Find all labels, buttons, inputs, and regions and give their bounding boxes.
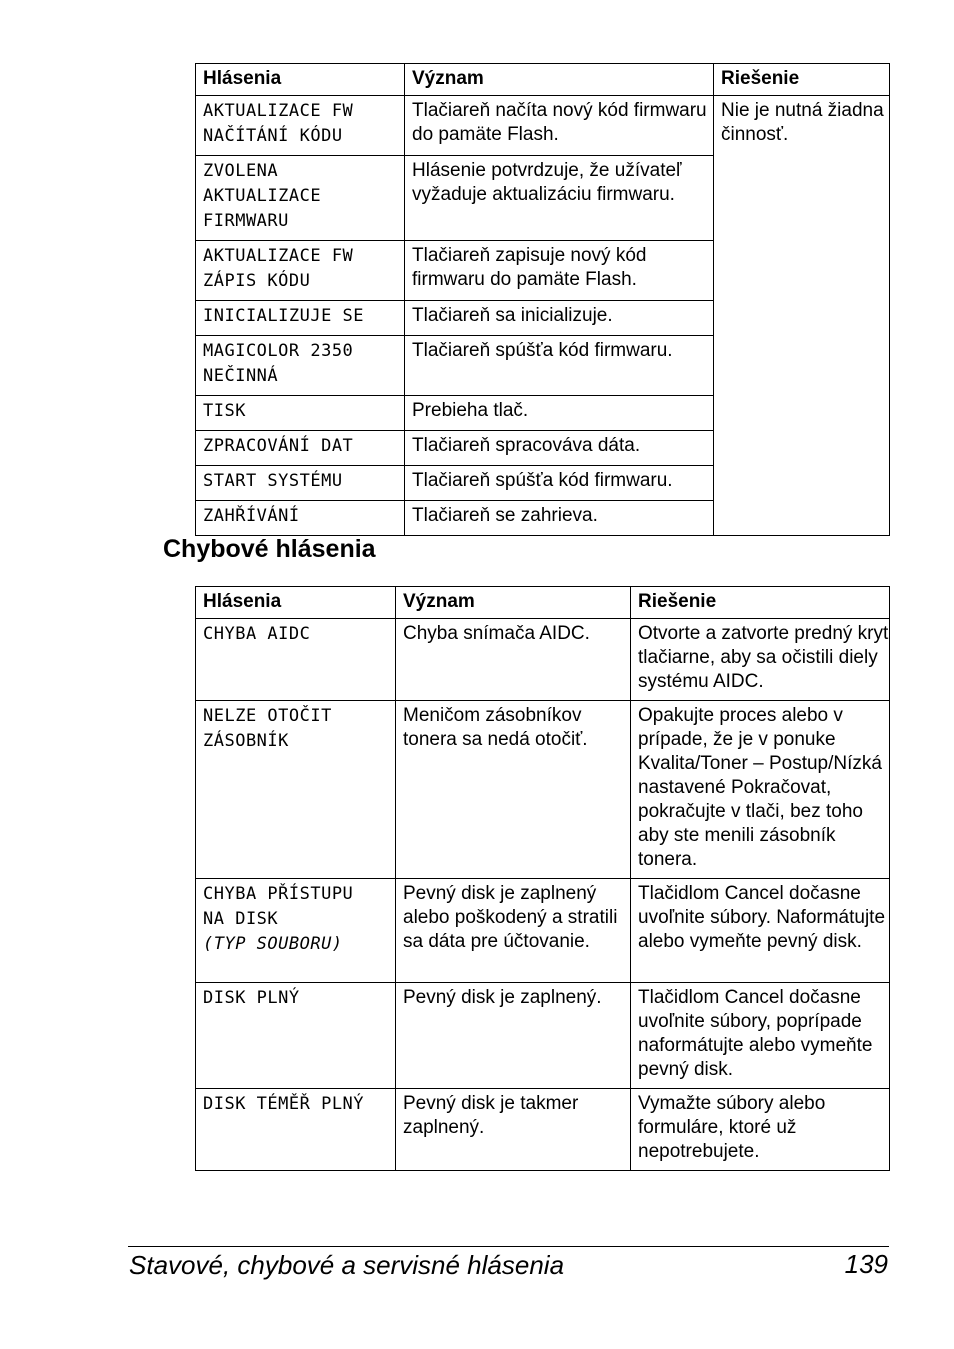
meaning-cell: Hlásenie potvrdzuje, že užívateľ vyžaduje aktualizáciu firmwaru. bbox=[405, 156, 714, 241]
message-line: CHYBA PŘÍSTUPU bbox=[203, 884, 354, 904]
meaning-cell: Pevný disk je zaplnený. bbox=[396, 983, 631, 1089]
message-line: NEČINNÁ bbox=[203, 366, 279, 386]
meaning-cell: Tlačiareň sa inicializuje. bbox=[405, 301, 714, 336]
message-cell bbox=[196, 1089, 396, 1171]
header-solution: Riešenie bbox=[714, 64, 890, 96]
solution-cell: Vymažte súbory alebo formuláre, ktoré už nepotrebujete. bbox=[631, 1089, 890, 1171]
meaning-cell: Meničom zásobníkov tonera sa nedá otočiť. bbox=[396, 701, 631, 879]
message-line: START SYSTÉMU bbox=[203, 471, 343, 491]
message-line: DISK PLNÝ bbox=[203, 988, 300, 1008]
footer-title: Stavové, chybové a servisné hlásenia bbox=[129, 1250, 565, 1280]
meaning-cell: Tlačiareň načíta nový kód firmwaru do pamäte Flash. bbox=[405, 96, 714, 156]
message-cell bbox=[196, 156, 405, 241]
message-line: TISK bbox=[203, 401, 246, 421]
message-line: ZAHŘÍVÁNÍ bbox=[203, 506, 300, 526]
table-header-row bbox=[196, 64, 890, 96]
solution-cell: Opakujte proces alebo v prípade, že je v ponuke Kvalita/Toner – Postup/Nízká nastavené Pokračovat, pokračujte v tlači, bez toho aby ste menili zásobník tonera. bbox=[631, 701, 890, 879]
message-line: MAGICOLOR 2350 bbox=[203, 341, 354, 361]
message-cell bbox=[196, 431, 405, 466]
meaning-cell: Chyba snímača AIDC. bbox=[396, 619, 631, 701]
message-cell bbox=[196, 336, 405, 396]
message-line-italic bbox=[203, 932, 395, 957]
message-line: ZPRACOVÁNÍ DAT bbox=[203, 436, 354, 456]
message-cell bbox=[196, 96, 405, 156]
error-messages-table bbox=[195, 586, 890, 1171]
table-header-row bbox=[196, 587, 890, 619]
message-cell bbox=[196, 983, 396, 1089]
section-title: Chybové hlásenia bbox=[163, 535, 376, 563]
table-row bbox=[196, 701, 890, 879]
message-cell bbox=[196, 396, 405, 431]
message-line: ZVOLENA AKTUALIZACE bbox=[203, 161, 322, 206]
header-meaning: Význam bbox=[405, 64, 714, 96]
message-line: NAČÍTÁNÍ KÓDU bbox=[203, 126, 343, 146]
message-cell bbox=[196, 501, 405, 536]
header-solution: Riešenie bbox=[631, 587, 890, 619]
page-number: 139 bbox=[844, 1249, 888, 1279]
table-row bbox=[196, 96, 890, 156]
meaning-cell: Tlačiareň zapisuje nový kód firmwaru do pamäte Flash. bbox=[405, 241, 714, 301]
meaning-cell: Pevný disk je zaplnený alebo poškodený a stratili sa dáta pre účtovanie. bbox=[396, 879, 631, 983]
message-line: CHYBA AIDC bbox=[203, 624, 311, 644]
solution-cell: Nie je nutná žiadna činnosť. bbox=[714, 96, 890, 536]
header-messages: Hlásenia bbox=[196, 64, 405, 96]
message-line: AKTUALIZACE FW bbox=[203, 246, 354, 266]
solution-cell: Tlačidlom Cancel dočasne uvoľnite súbory, poprípade naformátujte alebo vymeňte pevný disk. bbox=[631, 983, 890, 1089]
message-line: NA DISK bbox=[203, 909, 279, 929]
message-line: DISK TÉMĚŘ PLNÝ bbox=[203, 1094, 365, 1114]
meaning-cell: Tlačiareň spúšťa kód firmwaru. bbox=[405, 466, 714, 501]
message-line: FIRMWARU bbox=[203, 211, 289, 231]
message-cell bbox=[196, 466, 405, 501]
message-cell bbox=[196, 301, 405, 336]
message-variable: (TYP SOUBORU) bbox=[203, 934, 343, 954]
footer-divider bbox=[128, 1246, 889, 1247]
solution-cell: Otvorte a zatvorte predný kryt tlačiarne, aby sa očistili diely systému AIDC. bbox=[631, 619, 890, 701]
message-cell bbox=[196, 701, 396, 879]
header-meaning: Význam bbox=[396, 587, 631, 619]
table-row bbox=[196, 879, 890, 983]
meaning-cell: Prebieha tlač. bbox=[405, 396, 714, 431]
message-cell bbox=[196, 619, 396, 701]
message-line: ZÁPIS KÓDU bbox=[203, 271, 311, 291]
meaning-cell: Pevný disk je takmer zaplnený. bbox=[396, 1089, 631, 1171]
solution-cell: Tlačidlom Cancel dočasne uvoľnite súbory. Naformátujte alebo vymeňte pevný disk. bbox=[631, 879, 890, 983]
message-line: INICIALIZUJE SE bbox=[203, 306, 365, 326]
table-row bbox=[196, 983, 890, 1089]
table-row bbox=[196, 1089, 890, 1171]
message-line: NELZE OTOČIT bbox=[203, 706, 332, 726]
table-row bbox=[196, 619, 890, 701]
message-cell bbox=[196, 879, 396, 983]
message-cell bbox=[196, 241, 405, 301]
meaning-cell: Tlačiareň spracováva dáta. bbox=[405, 431, 714, 466]
message-line: AKTUALIZACE FW bbox=[203, 101, 354, 121]
meaning-cell: Tlačiareň spúšťa kód firmwaru. bbox=[405, 336, 714, 396]
message-line: ZÁSOBNÍK bbox=[203, 731, 289, 751]
header-messages: Hlásenia bbox=[196, 587, 396, 619]
status-messages-table bbox=[195, 63, 890, 536]
meaning-cell: Tlačiareň se zahrieva. bbox=[405, 501, 714, 536]
